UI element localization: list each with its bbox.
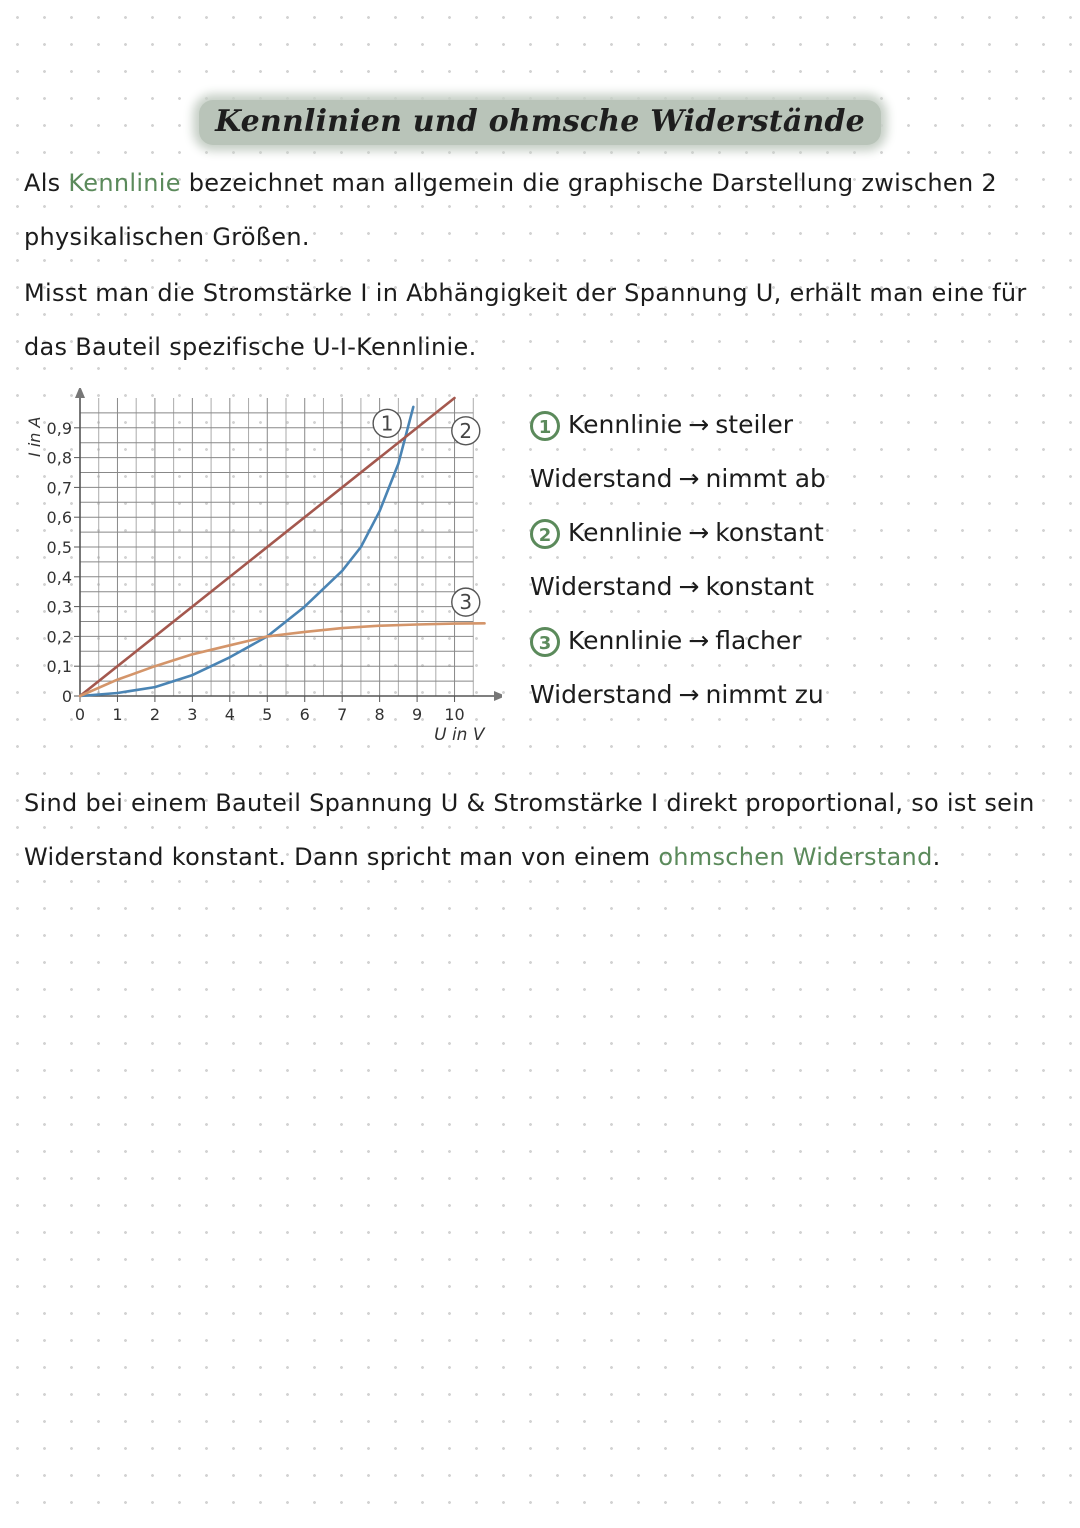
intro-paragraph-2: Misst man die Stromstärke I in Abhängigkeit der Spannung U, erhält man eine für das Bauteil spezifische U-I-Kennlinie.: [24, 279, 1027, 361]
y-tick-label: 0,7: [46, 478, 72, 498]
series-line-3: [80, 623, 485, 696]
y-tick-label: 0,8: [46, 448, 72, 468]
legend-value: nimmt ab: [705, 464, 826, 493]
arrow-right-icon: →: [678, 572, 700, 601]
x-tick-label: 10: [444, 705, 465, 724]
y-tick-label: 0,6: [46, 508, 72, 528]
legend-value: konstant: [715, 518, 824, 547]
arrow-right-icon: →: [678, 464, 700, 493]
legend-row-1b: [530, 452, 1050, 506]
conclusion-paragraph: [24, 776, 1064, 884]
legend-row-3a: [530, 614, 1050, 668]
y-tick-label: 0,1: [46, 657, 72, 677]
ui-characteristic-chart: [22, 388, 502, 748]
arrow-right-icon: →: [688, 410, 710, 439]
x-tick-label: 1: [112, 705, 123, 724]
circle-number-1: 1: [530, 411, 560, 441]
arrow-right-icon: →: [688, 518, 710, 547]
legend-value: steiler: [715, 410, 794, 439]
conclusion-end: .: [932, 843, 941, 871]
legend-value: flacher: [715, 626, 802, 655]
legend-row-2b: [530, 560, 1050, 614]
y-axis-arrow-icon: [75, 388, 85, 398]
circle-number-3: 3: [530, 627, 560, 657]
legend-row-1a: [530, 398, 1050, 452]
x-axis-arrow-icon: [494, 691, 502, 701]
circle-number-2: 2: [530, 519, 560, 549]
x-axis-label: U in V: [434, 725, 485, 745]
legend: [530, 398, 1050, 722]
page-title: Kennlinien und ohmsche Widerstände: [199, 100, 881, 145]
y-tick-label: 0,4: [46, 567, 72, 587]
legend-label: Kennlinie: [568, 410, 683, 439]
legend-row-3b: [530, 668, 1050, 722]
x-tick-label: 4: [224, 705, 235, 724]
series-line-1: [80, 407, 413, 696]
y-tick-label: 0,3: [46, 597, 72, 617]
y-tick-label: 0,2: [46, 627, 72, 647]
term-ohmscher-widerstand: ohmschen Widerstand: [658, 843, 933, 871]
legend-row-2a: [530, 506, 1050, 560]
intro-text: Als: [24, 169, 69, 197]
series-number-label: 2: [459, 418, 473, 443]
y-tick-label: 0,9: [46, 418, 72, 438]
legend-value: nimmt zu: [705, 680, 824, 709]
x-tick-label: 5: [262, 705, 273, 724]
x-tick-label: 9: [411, 705, 423, 724]
x-tick-label: 3: [187, 705, 198, 724]
legend-label: Kennlinie: [568, 626, 683, 655]
conclusion-text: Sind bei einem Bauteil Spannung U & Stromstärke I direkt proportional, so ist sein Widerstand konstant. Dann spricht man von einem: [24, 789, 1035, 871]
x-tick-label: 0: [74, 705, 86, 724]
x-tick-label: 8: [374, 705, 385, 724]
title-wrap: [0, 100, 1080, 145]
legend-value: konstant: [705, 572, 814, 601]
x-tick-label: 7: [337, 705, 348, 724]
legend-label: Widerstand: [530, 680, 673, 709]
legend-label: Widerstand: [530, 464, 673, 493]
y-tick-label: 0,5: [46, 538, 72, 557]
arrow-right-icon: →: [688, 626, 710, 655]
intro-text-rest: bezeichnet man allgemein die graphische Darstellung zwischen 2 physikalischen Größen.: [24, 169, 998, 251]
series-number-label: 3: [459, 590, 473, 615]
y-axis-label: I in A: [25, 416, 44, 457]
arrow-right-icon: →: [678, 680, 700, 709]
legend-label: Widerstand: [530, 572, 673, 601]
intro-paragraph-1: [24, 156, 1064, 264]
series-number-label: 1: [380, 411, 394, 436]
y-tick-label: 0: [61, 687, 72, 706]
term-kennlinie: Kennlinie: [68, 169, 181, 197]
legend-label: Kennlinie: [568, 518, 683, 547]
x-tick-label: 2: [149, 705, 161, 724]
x-tick-label: 6: [299, 705, 310, 724]
